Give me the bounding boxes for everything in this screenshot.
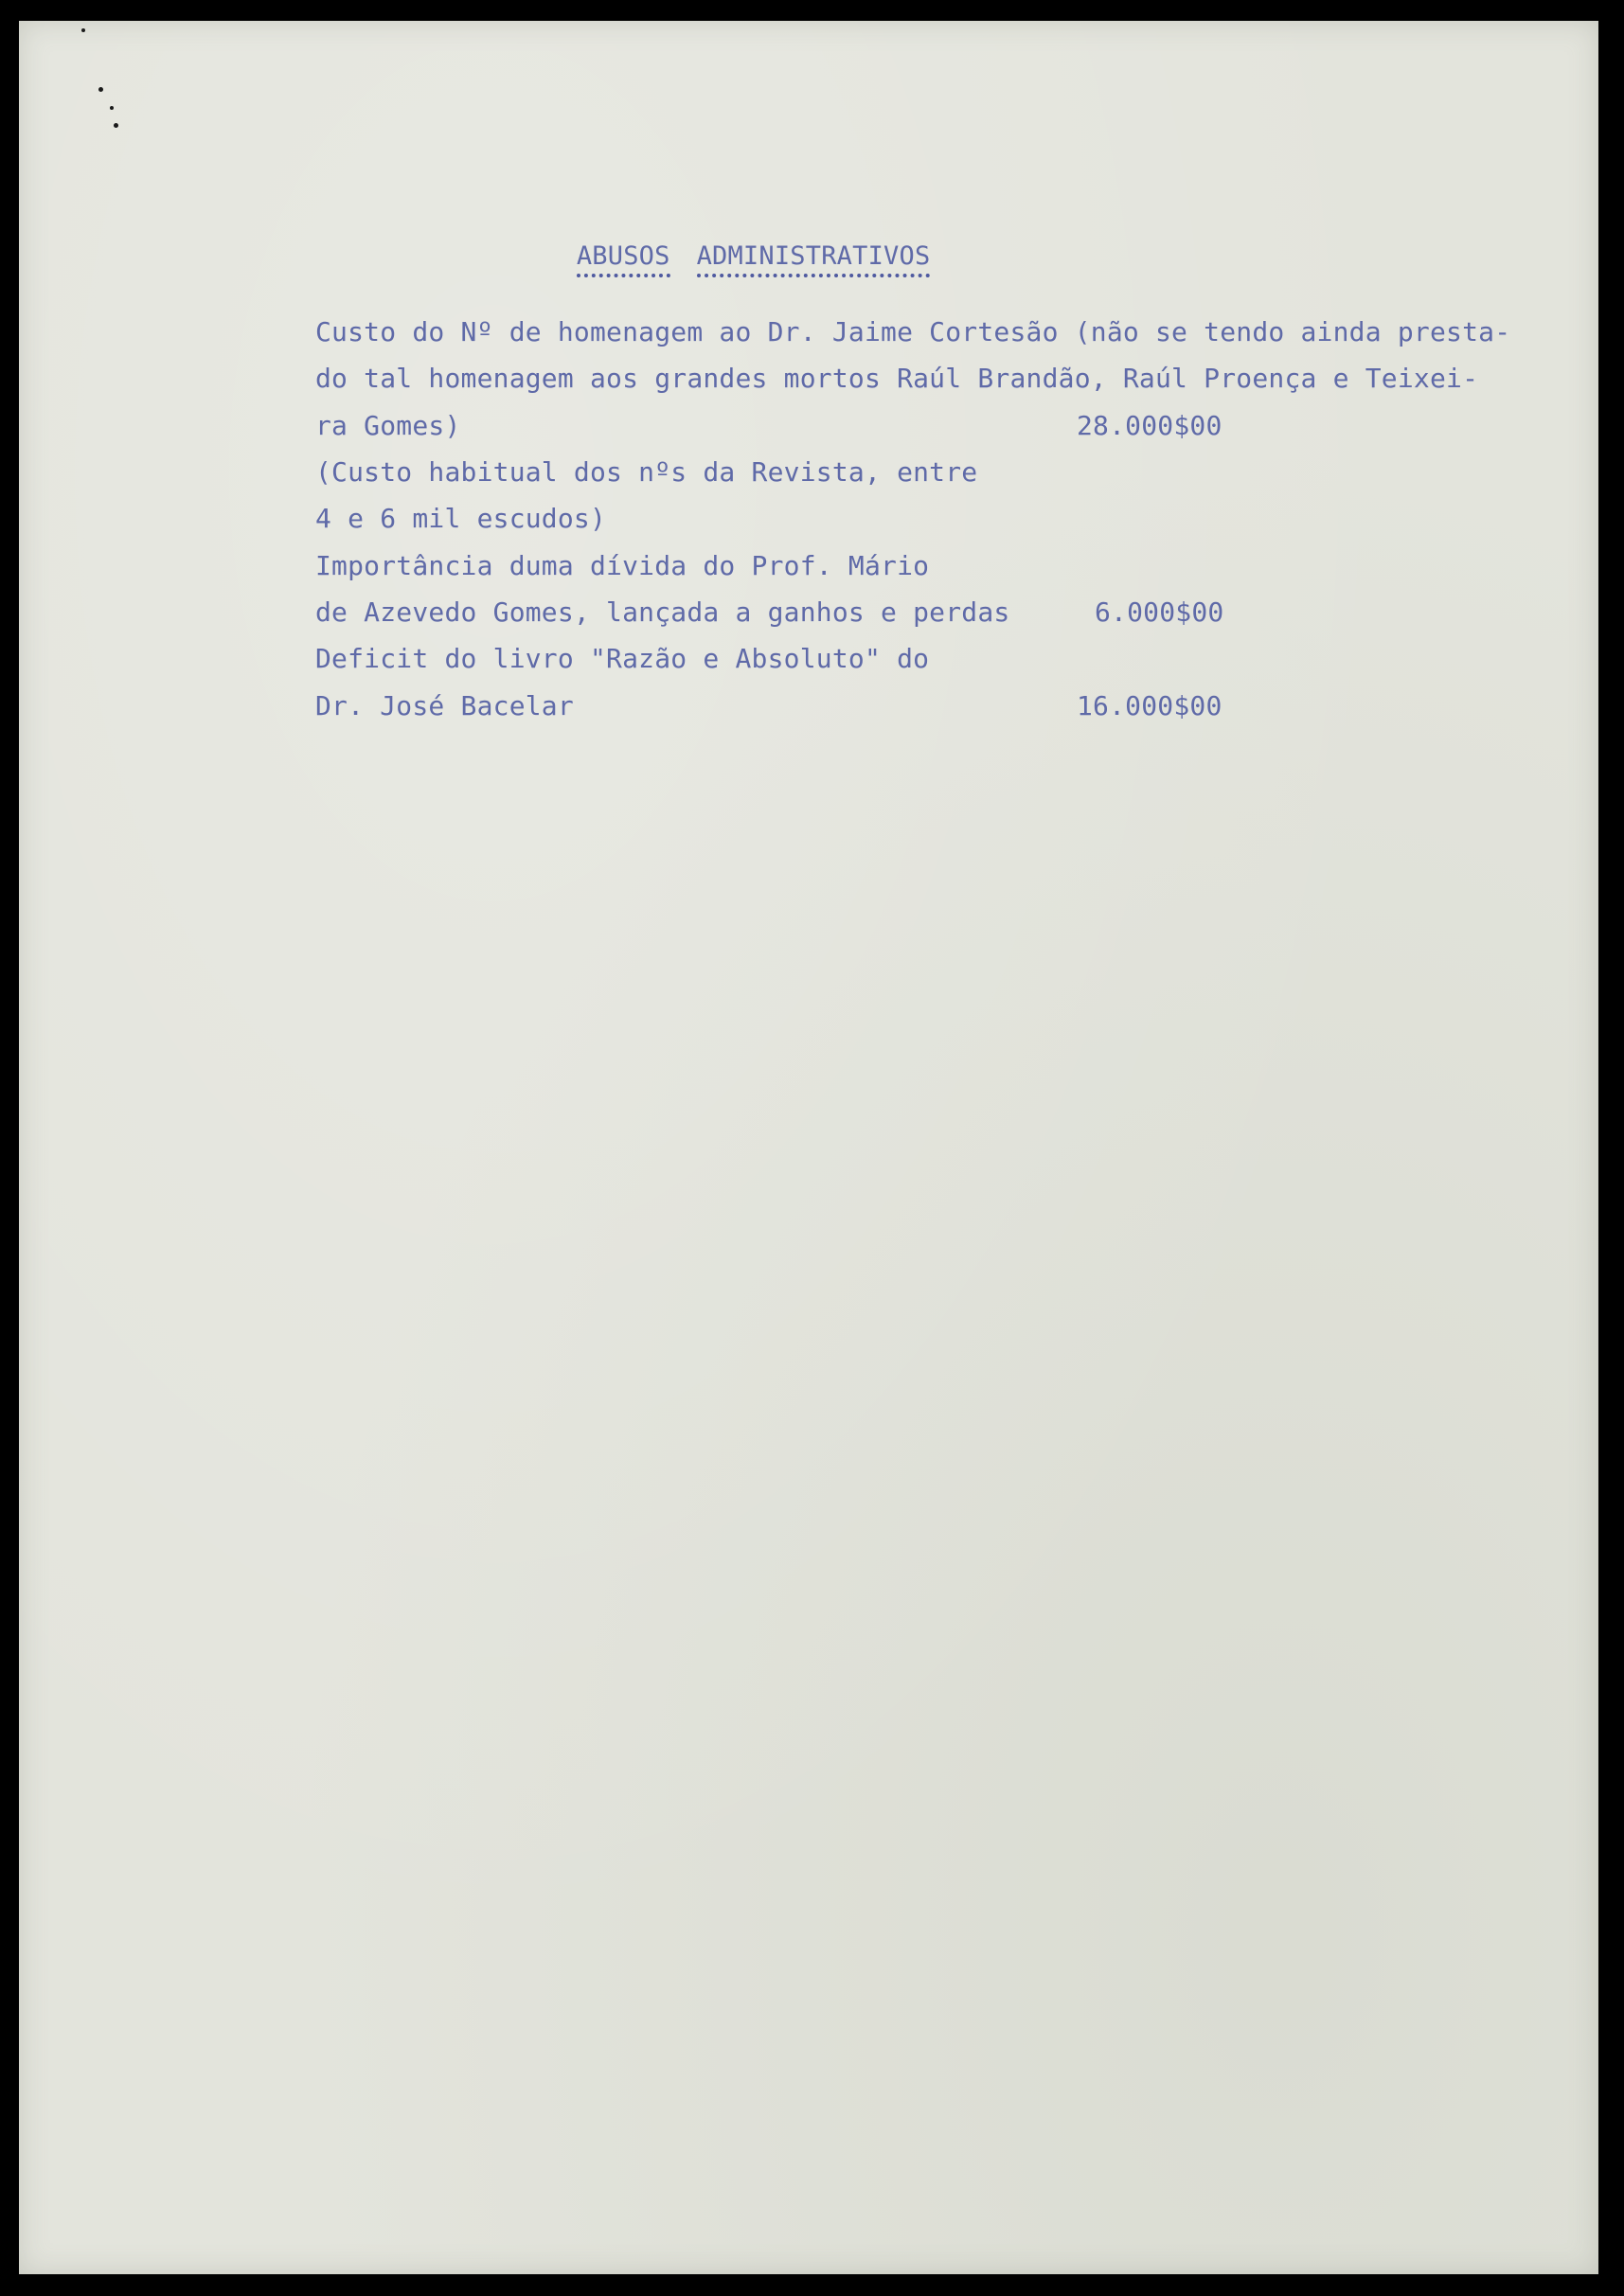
text-line-5: 4 e 6 mil escudos) xyxy=(315,503,607,534)
text-line-3: ra Gomes) xyxy=(315,410,461,441)
staple-mark xyxy=(114,123,118,128)
title-word-abusos: ABUSOS xyxy=(576,241,670,271)
paper-speck xyxy=(81,28,85,32)
text-line-6: Importância duma dívida do Prof. Mário xyxy=(315,550,930,581)
document-page xyxy=(19,21,1598,2274)
staple-mark xyxy=(110,106,114,110)
text-line-8: Deficit do livro "Razão e Absoluto" do xyxy=(315,643,930,674)
text-line-2: do tal homenagem aos grandes mortos Raúl Brandão, Raúl Proença e Teixei- xyxy=(315,363,1479,394)
text-line-7: de Azevedo Gomes, lançada a ganhos e perdas xyxy=(315,596,1010,628)
text-line-1: Custo do Nº de homenagem ao Dr. Jaime Cortesão (não se tendo ainda presta- xyxy=(315,316,1511,347)
amount-divida: 6.000$00 xyxy=(1095,596,1224,628)
amount-homenagem: 28.000$00 xyxy=(1077,410,1222,441)
title-word-administrativos: ADMINISTRATIVOS xyxy=(696,241,931,271)
text-line-4: (Custo habitual dos nºs da Revista, entre xyxy=(315,456,978,488)
text-line-9: Dr. José Bacelar xyxy=(315,690,574,721)
document-title xyxy=(514,218,930,294)
amount-deficit: 16.000$00 xyxy=(1077,690,1222,721)
staple-mark xyxy=(98,87,103,92)
